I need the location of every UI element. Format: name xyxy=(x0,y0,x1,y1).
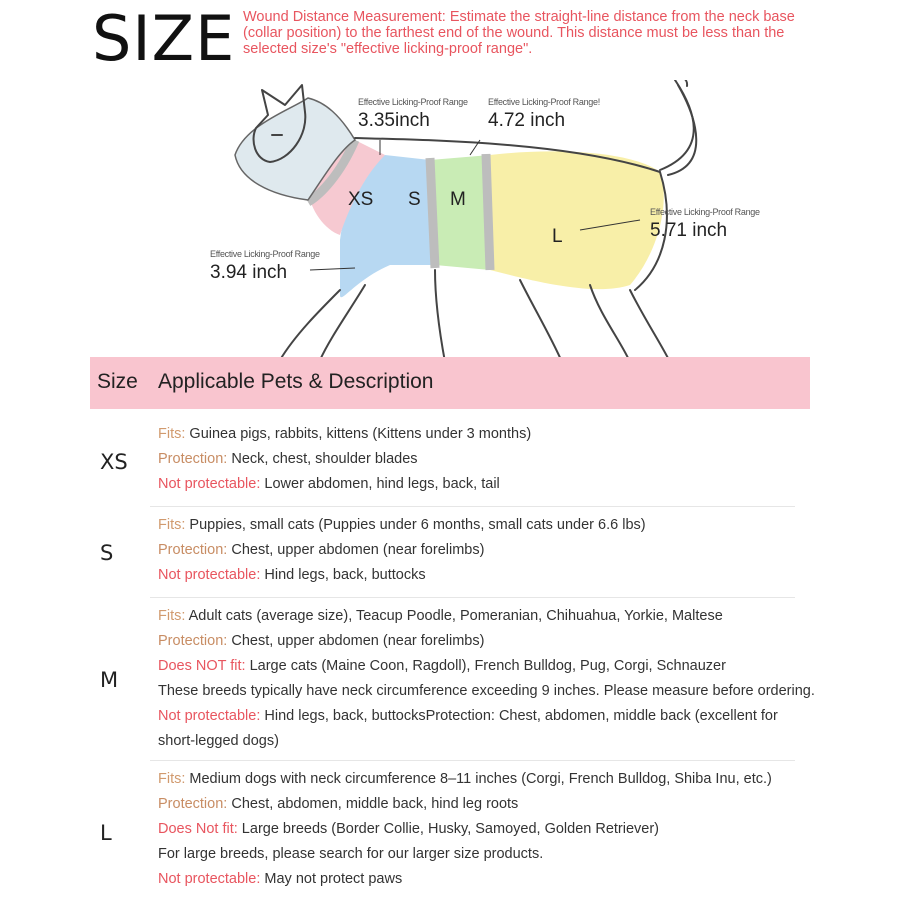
row-line: Not protectable: Lower abdomen, hind legs, back, tail xyxy=(158,476,500,492)
row-line: Does NOT fit: Large cats (Maine Coon, Ragdoll), French Bulldog, Pug, Corgi, Schnauzer xyxy=(158,658,726,674)
range-m: Effective Licking-Proof Range! 4.72 inch xyxy=(488,97,600,131)
cat-tail xyxy=(660,80,694,170)
size-code: L xyxy=(100,821,112,845)
row-line: These breeds typically have neck circumference exceeding 9 inches. Please measure before ordering. xyxy=(158,683,815,699)
range-l: Effective Licking-Proof Range 5.71 inch xyxy=(650,207,760,241)
zone-label-l: L xyxy=(552,226,563,247)
row-line: Not protectable: May not protect paws xyxy=(158,871,403,887)
size-code: XS xyxy=(100,450,128,474)
size-code: M xyxy=(100,668,119,692)
zone-m xyxy=(430,155,490,270)
row-line: Not protectable: Hind legs, back, buttocksProtection: Chest, abdomen, middle back (excellent for short-legged dogs) xyxy=(158,708,778,749)
row-line: For large breeds, please search for our larger size products. xyxy=(158,846,544,862)
row-divider xyxy=(150,597,795,598)
header-size: Size xyxy=(97,370,138,393)
row-line: Fits: Medium dogs with neck circumference 8–11 inches (Corgi, French Bulldog, Shiba Inu, etc.) xyxy=(158,771,772,787)
row-line: Does Not fit: Large breeds (Border Collie, Husky, Samoyed, Golden Retriever) xyxy=(158,821,660,837)
row-line: Protection: Chest, upper abdomen (near forelimbs) xyxy=(158,542,485,558)
cat-front-leg xyxy=(268,290,340,362)
zone-label-xs: XS xyxy=(348,189,374,210)
row-divider xyxy=(150,506,795,507)
row-divider xyxy=(150,760,795,761)
table-header xyxy=(90,357,810,409)
row-line: Protection: Chest, upper abdomen (near forelimbs) xyxy=(158,633,485,649)
cat-back-leg xyxy=(520,280,562,362)
row-line: Fits: Puppies, small cats (Puppies under 6 months, small cats under 6.6 lbs) xyxy=(158,517,646,533)
header-description: Applicable Pets & Description xyxy=(158,370,434,393)
page-title: SIZE xyxy=(92,2,236,75)
cat-middle-leg xyxy=(435,270,445,362)
zone-label-m: M xyxy=(450,189,466,210)
row-line: Not protectable: Hind legs, back, buttocks xyxy=(158,567,426,583)
strap-2 xyxy=(486,154,490,270)
size-code: S xyxy=(100,541,114,565)
row-line: Protection: Chest, abdomen, middle back, hind leg roots xyxy=(158,796,519,812)
row-line: Fits: Adult cats (average size), Teacup Poodle, Pomeranian, Chihuahua, Yorkie, Maltese xyxy=(158,608,723,624)
strap-1 xyxy=(430,158,435,268)
range-xs-s: Effective Licking-Proof Range 3.35inch xyxy=(358,97,468,131)
range-lower: Effective Licking-Proof Range 3.94 inch xyxy=(210,249,320,283)
zone-label-s: S xyxy=(408,189,421,210)
row-line: Protection: Neck, chest, shoulder blades xyxy=(158,451,418,467)
row-line: Fits: Guinea pigs, rabbits, kittens (Kittens under 3 months) xyxy=(158,426,532,442)
measurement-note: Wound Distance Measurement: Estimate the straight-line distance from the neck base (collar position) to the farthest end of the wound. This distance must be less than the selected size's "effective licking-proof range". xyxy=(243,9,795,57)
